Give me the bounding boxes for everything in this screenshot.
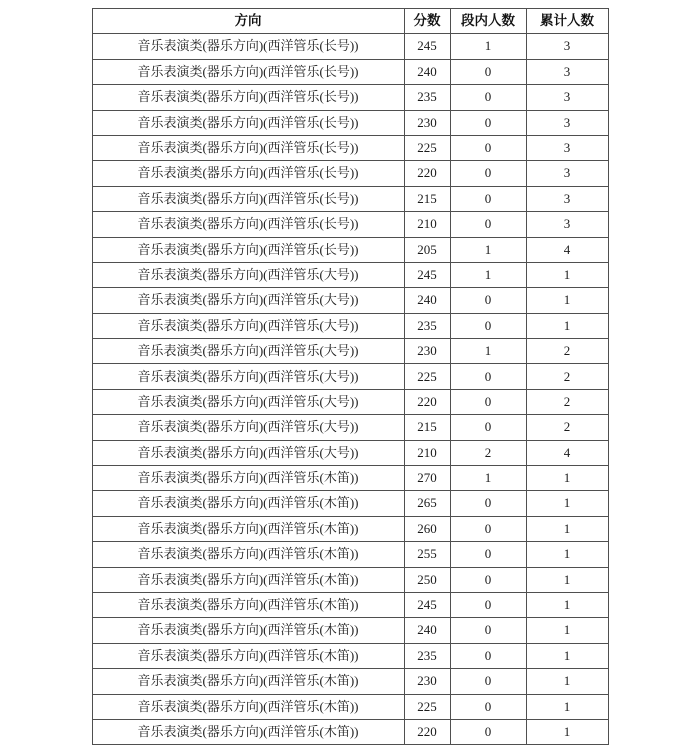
cumulative-count-cell: 1: [526, 719, 608, 744]
table-row: [92, 618, 608, 643]
score-cell: 220: [404, 719, 450, 744]
table-row: [92, 262, 608, 287]
direction-cell: 音乐表演类(器乐方向)(西洋管乐(长号)): [92, 186, 404, 211]
segment-count-cell: 2: [450, 440, 526, 465]
score-cell: 215: [404, 186, 450, 211]
segment-count-cell: 1: [450, 466, 526, 491]
score-cell: 205: [404, 237, 450, 262]
table-row: [92, 643, 608, 668]
cumulative-count-cell: 1: [526, 542, 608, 567]
table-row: [92, 110, 608, 135]
direction-cell: 音乐表演类(器乐方向)(西洋管乐(长号)): [92, 135, 404, 160]
segment-count-cell: 0: [450, 491, 526, 516]
cumulative-count-cell: 2: [526, 389, 608, 414]
segment-count-cell: 0: [450, 669, 526, 694]
direction-cell: 音乐表演类(器乐方向)(西洋管乐(大号)): [92, 389, 404, 414]
score-cell: 235: [404, 313, 450, 338]
segment-count-cell: 0: [450, 389, 526, 414]
table-row: [92, 85, 608, 110]
segment-count-cell: 0: [450, 313, 526, 338]
direction-cell: 音乐表演类(器乐方向)(西洋管乐(大号)): [92, 262, 404, 287]
table-row: [92, 694, 608, 719]
score-distribution-table: [92, 8, 609, 745]
document-page: [0, 8, 700, 745]
direction-cell: 音乐表演类(器乐方向)(西洋管乐(木笛)): [92, 669, 404, 694]
cumulative-count-cell: 3: [526, 110, 608, 135]
table-row: [92, 59, 608, 84]
score-cell: 220: [404, 161, 450, 186]
direction-cell: 音乐表演类(器乐方向)(西洋管乐(大号)): [92, 288, 404, 313]
direction-cell: 音乐表演类(器乐方向)(西洋管乐(大号)): [92, 364, 404, 389]
score-cell: 225: [404, 694, 450, 719]
direction-cell: 音乐表演类(器乐方向)(西洋管乐(大号)): [92, 415, 404, 440]
score-cell: 225: [404, 364, 450, 389]
table-row: [92, 339, 608, 364]
direction-cell: 音乐表演类(器乐方向)(西洋管乐(木笛)): [92, 491, 404, 516]
direction-cell: 音乐表演类(器乐方向)(西洋管乐(木笛)): [92, 567, 404, 592]
cumulative-count-cell: 3: [526, 34, 608, 59]
direction-cell: 音乐表演类(器乐方向)(西洋管乐(木笛)): [92, 466, 404, 491]
table-row: [92, 34, 608, 59]
table-row: [92, 389, 608, 414]
segment-count-cell: 0: [450, 186, 526, 211]
direction-cell: 音乐表演类(器乐方向)(西洋管乐(长号)): [92, 59, 404, 84]
direction-cell: 音乐表演类(器乐方向)(西洋管乐(木笛)): [92, 694, 404, 719]
table-row: [92, 186, 608, 211]
column-header-segment-count: 段内人数: [450, 9, 526, 34]
direction-cell: 音乐表演类(器乐方向)(西洋管乐(长号)): [92, 161, 404, 186]
cumulative-count-cell: 3: [526, 85, 608, 110]
direction-cell: 音乐表演类(器乐方向)(西洋管乐(木笛)): [92, 618, 404, 643]
cumulative-count-cell: 1: [526, 491, 608, 516]
direction-cell: 音乐表演类(器乐方向)(西洋管乐(长号)): [92, 237, 404, 262]
direction-cell: 音乐表演类(器乐方向)(西洋管乐(木笛)): [92, 719, 404, 744]
table-row: [92, 542, 608, 567]
score-cell: 240: [404, 618, 450, 643]
segment-count-cell: 0: [450, 364, 526, 389]
cumulative-count-cell: 1: [526, 643, 608, 668]
table-row: [92, 567, 608, 592]
cumulative-count-cell: 4: [526, 440, 608, 465]
segment-count-cell: 0: [450, 110, 526, 135]
direction-cell: 音乐表演类(器乐方向)(西洋管乐(木笛)): [92, 643, 404, 668]
table-body: [92, 34, 608, 745]
cumulative-count-cell: 3: [526, 161, 608, 186]
segment-count-cell: 1: [450, 34, 526, 59]
score-cell: 235: [404, 643, 450, 668]
score-cell: 230: [404, 110, 450, 135]
cumulative-count-cell: 1: [526, 516, 608, 541]
cumulative-count-cell: 1: [526, 313, 608, 338]
direction-cell: 音乐表演类(器乐方向)(西洋管乐(长号)): [92, 34, 404, 59]
table-row: [92, 491, 608, 516]
segment-count-cell: 0: [450, 542, 526, 567]
cumulative-count-cell: 3: [526, 186, 608, 211]
segment-count-cell: 0: [450, 415, 526, 440]
direction-cell: 音乐表演类(器乐方向)(西洋管乐(木笛)): [92, 592, 404, 617]
segment-count-cell: 0: [450, 85, 526, 110]
column-header-cumulative-count: 累计人数: [526, 9, 608, 34]
table-row: [92, 440, 608, 465]
score-cell: 240: [404, 59, 450, 84]
score-cell: 210: [404, 440, 450, 465]
score-cell: 245: [404, 592, 450, 617]
segment-count-cell: 0: [450, 135, 526, 160]
table-row: [92, 212, 608, 237]
table-row: [92, 237, 608, 262]
direction-cell: 音乐表演类(器乐方向)(西洋管乐(大号)): [92, 339, 404, 364]
segment-count-cell: 0: [450, 516, 526, 541]
cumulative-count-cell: 1: [526, 618, 608, 643]
score-cell: 230: [404, 669, 450, 694]
table-row: [92, 592, 608, 617]
score-cell: 225: [404, 135, 450, 160]
segment-count-cell: 0: [450, 643, 526, 668]
segment-count-cell: 1: [450, 237, 526, 262]
score-cell: 235: [404, 85, 450, 110]
score-cell: 245: [404, 262, 450, 287]
score-cell: 260: [404, 516, 450, 541]
cumulative-count-cell: 3: [526, 59, 608, 84]
segment-count-cell: 0: [450, 212, 526, 237]
table-row: [92, 364, 608, 389]
segment-count-cell: 1: [450, 339, 526, 364]
cumulative-count-cell: 1: [526, 694, 608, 719]
segment-count-cell: 0: [450, 161, 526, 186]
cumulative-count-cell: 2: [526, 339, 608, 364]
cumulative-count-cell: 1: [526, 262, 608, 287]
cumulative-count-cell: 3: [526, 212, 608, 237]
table-row: [92, 516, 608, 541]
score-cell: 215: [404, 415, 450, 440]
cumulative-count-cell: 1: [526, 669, 608, 694]
segment-count-cell: 0: [450, 592, 526, 617]
table-row: [92, 288, 608, 313]
table-row: [92, 313, 608, 338]
direction-cell: 音乐表演类(器乐方向)(西洋管乐(长号)): [92, 85, 404, 110]
score-cell: 240: [404, 288, 450, 313]
table-row: [92, 161, 608, 186]
table-row: [92, 719, 608, 744]
segment-count-cell: 0: [450, 719, 526, 744]
score-cell: 245: [404, 34, 450, 59]
score-cell: 220: [404, 389, 450, 414]
direction-cell: 音乐表演类(器乐方向)(西洋管乐(木笛)): [92, 516, 404, 541]
table-row: [92, 415, 608, 440]
score-cell: 270: [404, 466, 450, 491]
score-cell: 250: [404, 567, 450, 592]
cumulative-count-cell: 3: [526, 135, 608, 160]
cumulative-count-cell: 1: [526, 592, 608, 617]
table-row: [92, 466, 608, 491]
segment-count-cell: 1: [450, 262, 526, 287]
direction-cell: 音乐表演类(器乐方向)(西洋管乐(木笛)): [92, 542, 404, 567]
column-header-direction: 方向: [92, 9, 404, 34]
cumulative-count-cell: 1: [526, 466, 608, 491]
segment-count-cell: 0: [450, 694, 526, 719]
score-cell: 265: [404, 491, 450, 516]
direction-cell: 音乐表演类(器乐方向)(西洋管乐(长号)): [92, 110, 404, 135]
table-row: [92, 135, 608, 160]
cumulative-count-cell: 1: [526, 288, 608, 313]
table-row: [92, 669, 608, 694]
segment-count-cell: 0: [450, 618, 526, 643]
column-header-score: 分数: [404, 9, 450, 34]
cumulative-count-cell: 4: [526, 237, 608, 262]
cumulative-count-cell: 2: [526, 415, 608, 440]
header-row: [92, 9, 608, 34]
cumulative-count-cell: 2: [526, 364, 608, 389]
score-cell: 230: [404, 339, 450, 364]
cumulative-count-cell: 1: [526, 567, 608, 592]
score-cell: 255: [404, 542, 450, 567]
segment-count-cell: 0: [450, 288, 526, 313]
segment-count-cell: 0: [450, 59, 526, 84]
score-cell: 210: [404, 212, 450, 237]
direction-cell: 音乐表演类(器乐方向)(西洋管乐(大号)): [92, 440, 404, 465]
direction-cell: 音乐表演类(器乐方向)(西洋管乐(大号)): [92, 313, 404, 338]
segment-count-cell: 0: [450, 567, 526, 592]
direction-cell: 音乐表演类(器乐方向)(西洋管乐(长号)): [92, 212, 404, 237]
